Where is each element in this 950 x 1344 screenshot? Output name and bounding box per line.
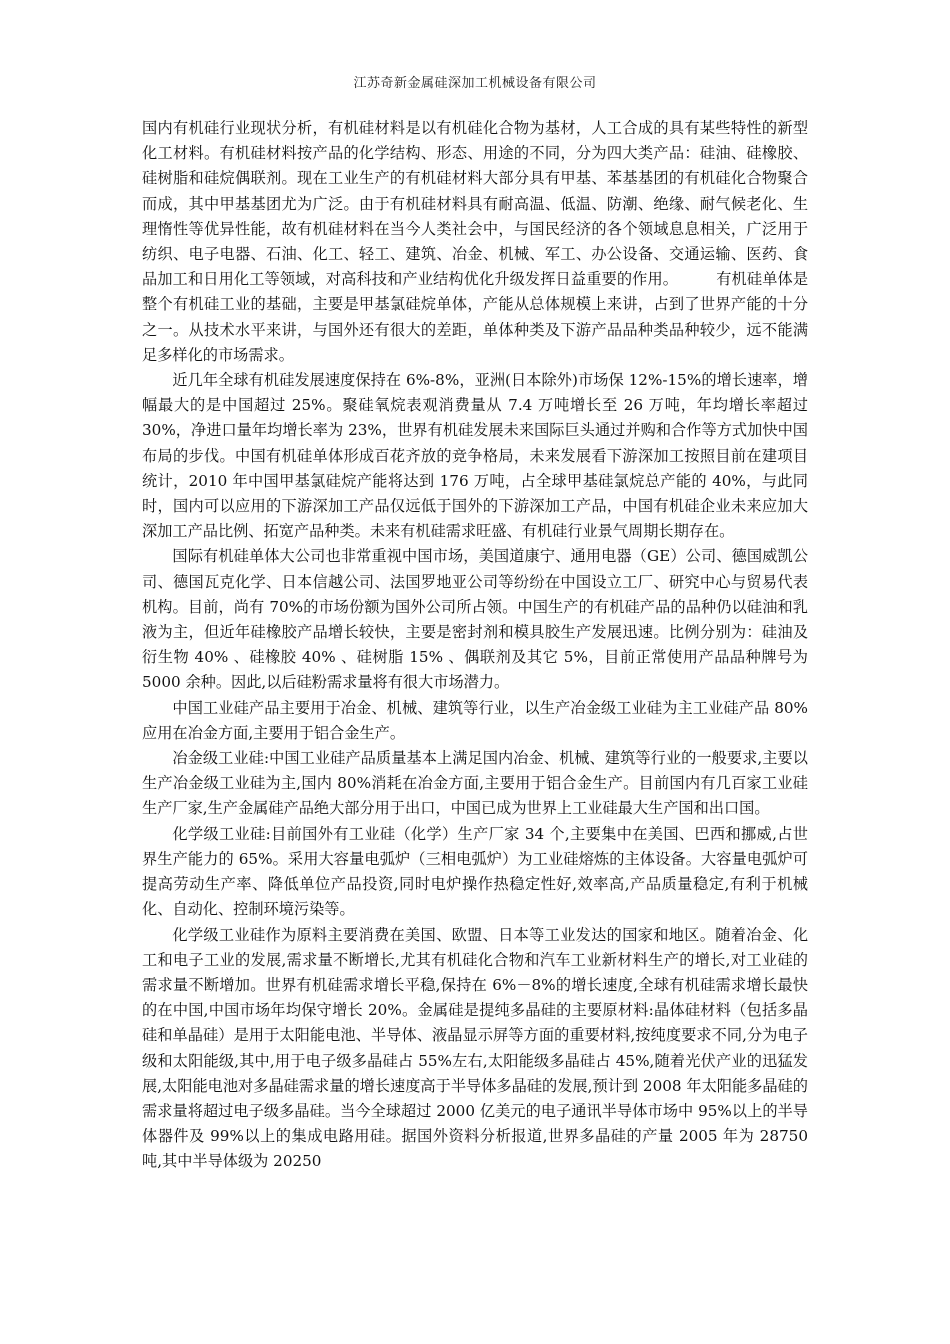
paragraph-5: 冶金级工业硅:中国工业硅产品质量基本上满足国内冶金、机械、建筑等行业的一般要求,主要以生产冶金级工业硅为主,国内 80%消耗在冶金方面,主要用于铝合金生产。目前国内有几百家工业硅生产厂家,生产金属硅产品绝大部分用于出口，中国已成为世界上工业硅最大生产国和出口国。: [142, 749, 808, 818]
paragraph-7: 化学级工业硅作为原料主要消费在美国、欧盟、日本等工业发达的国家和地区。随着冶金、化工和电子工业的发展,需求量不断增长,尤其有机硅化合物和汽车工业新材料生产的增长,对工业硅的需求量不断增加。世界有机硅需求增长平稳,保持在 6%－8%的增长速度,全球有机硅需求增长最快的在中国,中国市场年均保守增长 20%。金属硅是提纯多晶硅的主要原材料:晶体硅材料（包括多晶硅和单晶硅）是用于太阳能电池、半导体、液晶显示屏等方面的重要材料,按纯度要求不同,分为电子级和太阳能级,其中,用于电子级多晶硅占 55%左右,太阳能级多晶硅占 45%,随着光伏产业的迅猛发展,太阳能电池对多晶硅需求量的增长速度高于半导体多晶硅的发展,预计到 2008 年太阳能多晶硅的需求量将超过电子级多晶硅。当今全球超过 2000 亿美元的电子通讯半导体市场中 95%以上的半导体器件及 99%以上的集成电路用硅。据国外资料分析报道,世界多晶硅的产量 2005 年为 28750 吨,其中半导体级为 20250: [142, 925, 808, 1171]
paragraph-1: [142, 116, 808, 368]
paragraph-6: 化学级工业硅:目前国外有工业硅（化学）生产厂家 34 个,主要集中在美国、巴西和挪威,占世界生产能力的 65%。采用大容量电弧炉（三相电弧炉）为工业硅熔炼的主体设备。大容量电弧炉可提高劳动生产率、降低单位产品投资,同时电炉操作热稳定性好,效率高,产品质量稳定,有利于机械化、自动化、控制环境污染等。: [142, 824, 808, 919]
paragraph-3: 国际有机硅单体大公司也非常重视中国市场，美国道康宁、通用电器（GE）公司、德国威凯公司、德国瓦克化学、日本信越公司、法国罗地亚公司等纷纷在中国设立工厂、研究中心与贸易代表机构。目前，尚有 70%的市场份额为国外公司所占领。中国生产的有机硅产品的品种仍以硅油和乳液为主，但近年硅橡胶产品增长较快，主要是密封剂和模具胶生产发展迅速。比例分别为：硅油及衍生物 40% 、硅橡胶 40% 、硅树脂 15% 、偶联剂及其它 5%，目前正常使用产品品种牌号为 5000 余种。因此,以后硅粉需求量将有很大市场潜力。: [142, 547, 808, 692]
paragraph-1-part-b: 有机硅单体是整个有机硅工业的基础，主要是甲基氯硅烷单体，产能从总体规模上来讲，占到了世界产能的十分之一。从技术水平来讲，与国外还有很大的差距，单体种类及下游产品品种类品种较少，远不能满足多样化的市场需求。: [142, 270, 809, 364]
page-header: 江苏奇新金属硅深加工机械设备有限公司: [353, 76, 597, 91]
paragraph-2: 近几年全球有机硅发展速度保持在 6%-8%，亚洲(日本除外)市场保 12%-15%的增长速率，增幅最大的是中国超过 25%。聚硅氧烷表观消费量从 7.4 万吨增长至 26 万吨，年均增长率超过 30%，净进口量年均增长率为 23%，世界有机硅发展未来国际巨头通过并购和合作等方式加快中国布局的步伐。中国有机硅单体形成百花齐放的竞争格局，未来发展看下游深加工按照目前在建项目统计，2010 年中国甲基氯硅烷产能将达到 176 万吨，占全球甲基硅氯烷总产能的 40%，与此同时，国内可以应用的下游深加工产品仅远低于国外的下游深加工产品，中国有机硅企业未来应加大深加工产品比例、拓宽产品种类。未来有机硅需求旺盛、有机硅行业景气周期长期存在。: [142, 371, 808, 541]
paragraph-1-part-a: 国内有机硅行业现状分析，有机硅材料是以有机硅化合物为基材，人工合成的具有某些特性的新型化工材料。有机硅材料按产品的化学结构、形态、用途的不同，分为四大类产品：硅油、硅橡胶、硅树脂和硅烷偶联剂。现在工业生产的有机硅材料大部分具有甲基、苯基基团的有机硅化合物聚合而成，其中甲基基团尤为广泛。由于有机硅材料具有耐高温、低温、防潮、绝缘、耐气候老化、生理惰性等优异性能，故有机硅材料在当今人类社会中，与国民经济的各个领域息息相关，广泛用于纺织、电子电器、石油、化工、轻工、建筑、冶金、机械、军工、办公设备、交通运输、医药、食品加工和日用化工等领域，对高科技和产业结构优化升级发挥日益重要的作用。: [142, 119, 808, 289]
paragraph-4: 中国工业硅产品主要用于冶金、机械、建筑等行业，以生产冶金级工业硅为主工业硅产品 80%应用在冶金方面,主要用于铝合金生产。: [142, 698, 808, 742]
body-text: [142, 116, 808, 1175]
